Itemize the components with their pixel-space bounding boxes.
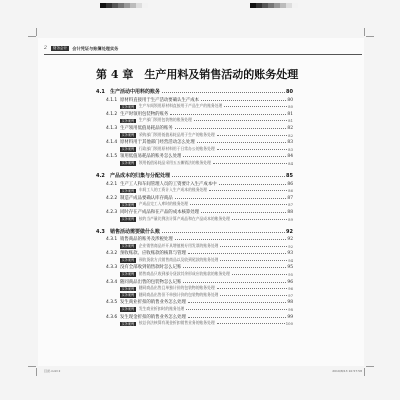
case-title: 领用低值易耗品采用五五摊销法的账务处理 bbox=[138, 159, 211, 165]
section-title: 销售活动需要做什么账 bbox=[110, 228, 161, 235]
dot-leader bbox=[183, 156, 286, 157]
case-entry[interactable] bbox=[96, 305, 293, 312]
case-title: 生产部门领用包装物的账务处理 bbox=[138, 117, 192, 123]
case-entry[interactable] bbox=[96, 291, 293, 298]
dot-leader bbox=[224, 106, 287, 107]
subsection-page: 99 bbox=[287, 314, 293, 320]
case-tag: 实务案例 bbox=[121, 147, 135, 152]
case-title: 生产车间领用原材料直接用于产品生产的账务处理 bbox=[138, 103, 223, 109]
gray-calibration-bar bbox=[100, 3, 148, 8]
running-header bbox=[44, 44, 358, 53]
dot-leader bbox=[232, 274, 287, 275]
subsection-entry[interactable] bbox=[96, 193, 293, 201]
subsection-entry[interactable] bbox=[96, 277, 293, 285]
crop-mark bbox=[366, 36, 374, 37]
dot-leader bbox=[220, 295, 287, 296]
subsection-title: 原材料用于其他部门经营活动怎么处理 bbox=[120, 140, 195, 146]
subsection-page: 87 bbox=[287, 195, 293, 201]
subsection-title: 制造产成品要确认库存商品 bbox=[120, 195, 173, 201]
case-page: 89 bbox=[288, 216, 293, 222]
subsection-page: 82 bbox=[287, 125, 293, 131]
dot-leader bbox=[232, 219, 287, 220]
subsection-entry[interactable] bbox=[96, 123, 293, 131]
subsection-number: 4.3.3 bbox=[106, 265, 118, 271]
case-entry[interactable] bbox=[96, 215, 293, 222]
case-page: 82 bbox=[288, 132, 293, 138]
crop-mark bbox=[36, 28, 37, 36]
dot-leader bbox=[175, 198, 287, 199]
case-page: 97 bbox=[288, 292, 293, 298]
subsection-page: 96 bbox=[287, 279, 293, 285]
dot-leader bbox=[201, 212, 286, 213]
print-footer bbox=[44, 369, 362, 375]
case-title: 行政部门领用原材料用于日常办公的账务处理 bbox=[138, 145, 215, 151]
section-entry[interactable] bbox=[96, 226, 293, 235]
crop-mark bbox=[364, 368, 365, 376]
case-title: 预收货款方式销售商品以及收到尾款的账务处理 bbox=[138, 256, 219, 262]
subsection-entry[interactable] bbox=[96, 207, 293, 215]
section-number: 4.2 bbox=[96, 172, 105, 179]
subsection-number: 4.1.5 bbox=[106, 154, 118, 160]
subsection-entry[interactable] bbox=[96, 263, 293, 271]
dot-leader bbox=[183, 267, 286, 268]
subsection-title: 领用低值易耗品的账务怎么处理 bbox=[120, 154, 182, 160]
case-tag: 实务案例 bbox=[121, 258, 135, 263]
case-page: 95 bbox=[288, 272, 293, 278]
section-page: 80 bbox=[286, 89, 293, 95]
subsection-entry[interactable] bbox=[96, 109, 293, 117]
dot-leader bbox=[188, 253, 287, 254]
dot-leader bbox=[186, 309, 287, 310]
dot-leader bbox=[172, 176, 285, 177]
header-book-title: 会计凭证与账簿处理实务 bbox=[72, 45, 119, 51]
subsection-page: 84 bbox=[287, 154, 293, 160]
case-title: 按约当产量比例法计算产成品和在产品成本的账务处理 bbox=[138, 215, 230, 221]
case-title: 随同商品出售且单独计价的包装物的账务处理 bbox=[138, 285, 215, 291]
subsection-page: 92 bbox=[287, 237, 293, 243]
subsection-number: 4.3.6 bbox=[106, 314, 118, 320]
subsection-number: 4.3.4 bbox=[106, 279, 118, 285]
subsection-number: 4.1.1 bbox=[106, 97, 118, 103]
subsection-title: 销售商品的账务及涉税处理 bbox=[120, 237, 173, 243]
case-page: 94 bbox=[288, 257, 293, 263]
case-page: 86 bbox=[288, 188, 293, 194]
header-rule bbox=[44, 54, 362, 55]
crop-mark bbox=[364, 28, 365, 36]
subsection-page: 86 bbox=[287, 181, 293, 187]
case-tag: 实务案例 bbox=[121, 161, 135, 166]
dot-leader bbox=[162, 232, 285, 233]
subsection-page: 80 bbox=[287, 97, 293, 103]
footer-file-label: 目录.indd 2 bbox=[44, 369, 61, 373]
header-badge: 财务会计 bbox=[52, 46, 68, 50]
case-tag: 实务案例 bbox=[121, 272, 135, 277]
subsection-number: 4.1.4 bbox=[106, 140, 118, 146]
subsection-title: 没有全部收到销售款时怎么记账 bbox=[120, 265, 182, 271]
section-number: 4.1 bbox=[96, 89, 105, 95]
case-title: 产成品完工入库时的账务处理 bbox=[138, 201, 189, 207]
dot-leader bbox=[217, 135, 287, 136]
case-title: 按总价法核算有现金折扣销售业务的账务处理 bbox=[138, 320, 215, 326]
dot-leader bbox=[175, 239, 287, 240]
subsection-entry[interactable] bbox=[96, 179, 293, 187]
dot-leader bbox=[175, 128, 287, 129]
case-page: 80 bbox=[288, 104, 293, 110]
dot-leader bbox=[220, 246, 287, 247]
dot-leader bbox=[217, 323, 285, 324]
subsection-page: 81 bbox=[287, 111, 293, 117]
subsection-title: 发生现金折扣的销售业务怎么处理 bbox=[120, 314, 186, 320]
case-tag: 实务案例 bbox=[121, 293, 135, 298]
subsection-page: 88 bbox=[287, 209, 293, 215]
subsection-entry[interactable] bbox=[96, 95, 293, 103]
case-entry[interactable] bbox=[96, 187, 293, 194]
dot-leader bbox=[170, 114, 286, 115]
subsection-number: 4.3.1 bbox=[106, 237, 118, 243]
subsection-number: 4.1.3 bbox=[106, 125, 118, 131]
subsection-entry[interactable] bbox=[96, 298, 293, 306]
case-entry[interactable] bbox=[96, 145, 293, 152]
case-title: 销售商品只收到部分货款其余形成应收账款的账务处理 bbox=[138, 271, 230, 277]
dot-leader bbox=[183, 282, 286, 283]
case-page: 87 bbox=[288, 202, 293, 208]
crop-mark bbox=[28, 36, 36, 37]
subsection-entry[interactable] bbox=[96, 138, 293, 146]
subsection-title: 随同商品出售的包装物怎么记账 bbox=[120, 279, 182, 285]
case-entry[interactable] bbox=[96, 256, 293, 263]
section-title: 产品成本的归集与分配处理 bbox=[110, 172, 171, 179]
case-title: 发生商业折扣时的账务处理 bbox=[138, 306, 185, 312]
case-entry[interactable] bbox=[96, 285, 293, 292]
subsection-page: 95 bbox=[287, 265, 293, 271]
subsection-title: 原材料直接用于生产活动要确认生产成本 bbox=[120, 97, 200, 103]
case-entry[interactable] bbox=[96, 131, 293, 138]
subsection-title: 生产时领用包装物的账务 bbox=[120, 111, 169, 117]
section-entry[interactable] bbox=[96, 86, 293, 95]
case-entry[interactable] bbox=[96, 201, 293, 208]
case-tag: 实务案例 bbox=[121, 286, 135, 291]
table-of-contents bbox=[96, 86, 293, 326]
case-tag: 实务案例 bbox=[121, 118, 135, 123]
gray-calibration-bar bbox=[250, 3, 298, 8]
case-title: 企业销售商品并开具增值税专用发票的账务处理 bbox=[138, 242, 219, 248]
case-page: 81 bbox=[288, 118, 293, 124]
subsection-page: 93 bbox=[287, 251, 293, 257]
dot-leader bbox=[188, 317, 287, 318]
section-title: 生产活动中用料的账务 bbox=[110, 89, 161, 95]
dot-leader bbox=[209, 190, 287, 191]
dot-leader bbox=[201, 100, 286, 101]
subsection-number: 4.3.2 bbox=[106, 251, 118, 257]
section-page: 85 bbox=[286, 172, 293, 179]
dot-leader bbox=[213, 163, 287, 164]
subsection-title: 预收账款、应收账款的核算与管理 bbox=[120, 251, 186, 257]
case-entry[interactable] bbox=[96, 270, 293, 277]
section-number: 4.3 bbox=[96, 228, 105, 235]
case-page: 98 bbox=[288, 307, 293, 313]
case-page: 96 bbox=[288, 286, 293, 292]
subsection-title: 生产工人和车间管理人员的工资要计入生产成本中 bbox=[120, 181, 217, 187]
case-entry[interactable] bbox=[96, 320, 293, 327]
case-tag: 实务案例 bbox=[121, 188, 135, 193]
crop-mark bbox=[28, 366, 36, 367]
case-entry[interactable] bbox=[96, 242, 293, 249]
case-entry[interactable] bbox=[96, 159, 293, 166]
case-title: 随同商品出售但不单独计价的包装物的账务处理 bbox=[138, 291, 219, 297]
dot-leader bbox=[220, 260, 287, 261]
case-tag: 实务案例 bbox=[121, 244, 135, 249]
dot-leader bbox=[162, 92, 285, 93]
case-entry[interactable] bbox=[96, 103, 293, 110]
subsection-entry[interactable] bbox=[96, 249, 293, 257]
subsection-page: 83 bbox=[287, 140, 293, 146]
subsection-number: 4.2.1 bbox=[106, 181, 118, 187]
case-page: 100 bbox=[285, 321, 293, 327]
subsection-entry[interactable] bbox=[96, 312, 293, 320]
chapter-title: 第 4 章 生产用料及销售活动的账务处理 bbox=[96, 68, 299, 81]
case-tag: 实务案例 bbox=[121, 104, 135, 109]
crop-mark bbox=[366, 366, 374, 367]
dot-leader bbox=[197, 142, 287, 143]
crop-mark bbox=[36, 368, 37, 376]
case-tag: 实务案例 bbox=[121, 132, 135, 137]
case-title: 车间工人的工资计入生产成本的账务处理 bbox=[138, 187, 208, 193]
subsection-number: 4.1.2 bbox=[106, 111, 118, 117]
subsection-title: 生产领用低值易耗品的账务 bbox=[120, 125, 173, 131]
subsection-page: 98 bbox=[287, 300, 293, 306]
dot-leader bbox=[217, 149, 287, 150]
dot-leader bbox=[188, 302, 287, 303]
header-page-number: 2 bbox=[44, 46, 47, 51]
footer-timestamp: 2019/8/13 10:57:58 bbox=[332, 369, 362, 373]
section-entry[interactable] bbox=[96, 170, 293, 179]
subsection-title: 发生商业折扣的销售业务怎么处理 bbox=[120, 300, 186, 306]
dot-leader bbox=[194, 120, 287, 121]
case-tag: 实务案例 bbox=[121, 321, 135, 326]
subsection-entry[interactable] bbox=[96, 235, 293, 243]
subsection-entry[interactable] bbox=[96, 152, 293, 160]
case-entry[interactable] bbox=[96, 117, 293, 124]
dot-leader bbox=[190, 204, 287, 205]
subsection-number: 4.3.5 bbox=[106, 300, 118, 306]
case-title: 采购部门领用低值易耗品用于生产的账务处理 bbox=[138, 131, 215, 137]
case-page: 83 bbox=[288, 146, 293, 152]
dot-leader bbox=[219, 184, 287, 185]
dot-leader bbox=[217, 288, 287, 289]
case-tag: 实务案例 bbox=[121, 202, 135, 207]
case-page: 92 bbox=[288, 243, 293, 249]
case-tag: 实务案例 bbox=[121, 216, 135, 221]
subsection-number: 4.2.3 bbox=[106, 209, 118, 215]
subsection-title: 同时存在产成品和在产品的成本核算处理 bbox=[120, 209, 200, 215]
case-page: 84 bbox=[288, 160, 293, 166]
subsection-number: 4.2.2 bbox=[106, 195, 118, 201]
case-tag: 实务案例 bbox=[121, 307, 135, 312]
section-page: 92 bbox=[286, 228, 293, 235]
